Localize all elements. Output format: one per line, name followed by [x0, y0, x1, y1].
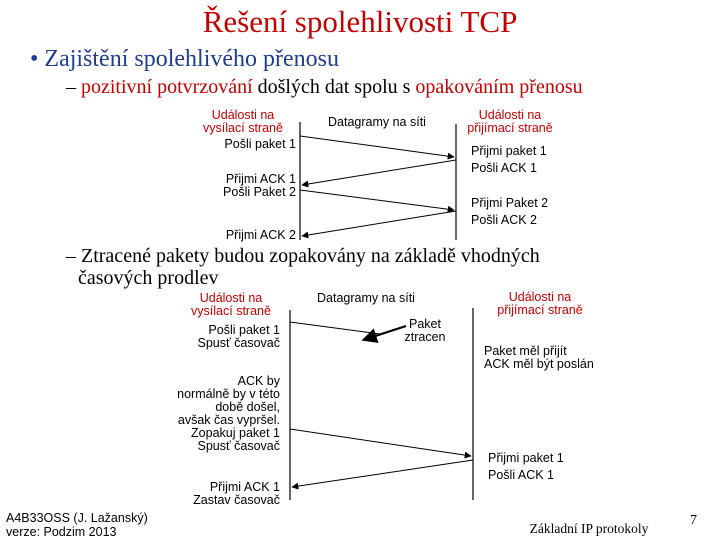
d2-receiver-header-line1: Události na [508, 290, 572, 304]
d1-receiver-header-line2: přijímací straně [467, 121, 553, 135]
d2-recv-ack1-line2: Zastav časovač [193, 493, 280, 507]
d2-expected-line2: ACK měl být poslán [484, 357, 594, 371]
sub-bullet-2-line2: časových prodlev [78, 267, 219, 289]
d2-receiver-header-line2: přijímací straně [497, 303, 583, 317]
d2-timeout-line4: avšak čas vypršel. [177, 413, 280, 427]
sub-bullet-highlight-2: opakováním přenosu [415, 76, 583, 98]
sub-bullet-2-line1: – Ztracené pakety budou zopakovány na základě vhodných [66, 245, 540, 267]
sub-bullet-plain: došlých dat spolu s [257, 76, 411, 98]
d1-sender-header-line2: vysílací straně [203, 121, 283, 135]
d2-timeout-line2: normálně by v této [177, 387, 280, 401]
sub-bullet-dash: – [66, 76, 76, 98]
d2-sender-header-line1: Události na [199, 291, 263, 305]
d1-recv-packet2: Přijmi Paket 2 [471, 196, 549, 210]
d1-network-header: Datagramy na síti [328, 115, 426, 129]
d2-expected-line1: Paket měl přijít [484, 344, 567, 358]
d1-recv-ack1: Přijmi ACK 1 [225, 172, 296, 186]
slide-title: Řešení spolehlivosti TCP [202, 4, 518, 39]
d2-timeout-line6: Spusť časovač [197, 439, 280, 453]
d2-arrow-resend [290, 429, 471, 456]
d1-receiver-header-line1: Události na [478, 108, 542, 122]
d2-lost-label-line1: Paket [409, 317, 441, 331]
d1-send-packet1: Pošli paket 1 [224, 137, 296, 151]
sub-bullet-highlight-1: pozitivní potvrzování [81, 76, 253, 98]
d1-arrow-packet1 [300, 136, 454, 157]
d2-timeout-line1: ACK by [237, 374, 280, 388]
d2-arrow-lost-packet [290, 322, 380, 334]
footer-version: verze: Podzim 2013 [6, 525, 117, 539]
d1-send-ack1: Pošli ACK 1 [471, 161, 538, 175]
d2-send-packet1-line1: Pošli paket 1 [208, 323, 280, 337]
d1-sender-header-line1: Události na [211, 108, 275, 122]
d1-send-ack2: Pošli ACK 2 [471, 213, 538, 227]
d1-recv-ack2: Přijmi ACK 2 [225, 228, 296, 242]
d2-send-packet1-line2: Spusť časovač [197, 336, 280, 350]
d2-timeout-line3: době došel, [215, 400, 280, 414]
d1-arrow-ack2 [302, 211, 456, 236]
d2-recv-packet1-line1: Přijmi paket 1 [488, 451, 564, 465]
d1-arrow-ack1 [302, 160, 456, 185]
d1-send-packet2: Pošli Paket 2 [223, 185, 296, 199]
footer-topic: Základní IP protokoly [529, 521, 649, 536]
d1-recv-packet1: Přijmi paket 1 [471, 144, 547, 158]
d2-network-header: Datagramy na síti [317, 291, 415, 305]
d2-timeout-line5: Zopakuj paket 1 [191, 426, 280, 440]
footer-course: A4B33OSS (J. Lažanský) [6, 511, 148, 525]
d2-sender-header-line2: vysílací straně [191, 304, 271, 318]
main-bullet-text: • Zajištění spolehlivého přenosu [30, 46, 340, 72]
page-number: 7 [690, 513, 697, 528]
d2-lost-label-line2: ztracen [404, 330, 446, 344]
d1-arrow-packet2 [300, 190, 454, 210]
d2-recv-packet1-line2: Pošli ACK 1 [488, 468, 555, 482]
d2-recv-ack1-line1: Přijmi ACK 1 [209, 480, 280, 494]
d2-arrow-ack [292, 460, 473, 487]
